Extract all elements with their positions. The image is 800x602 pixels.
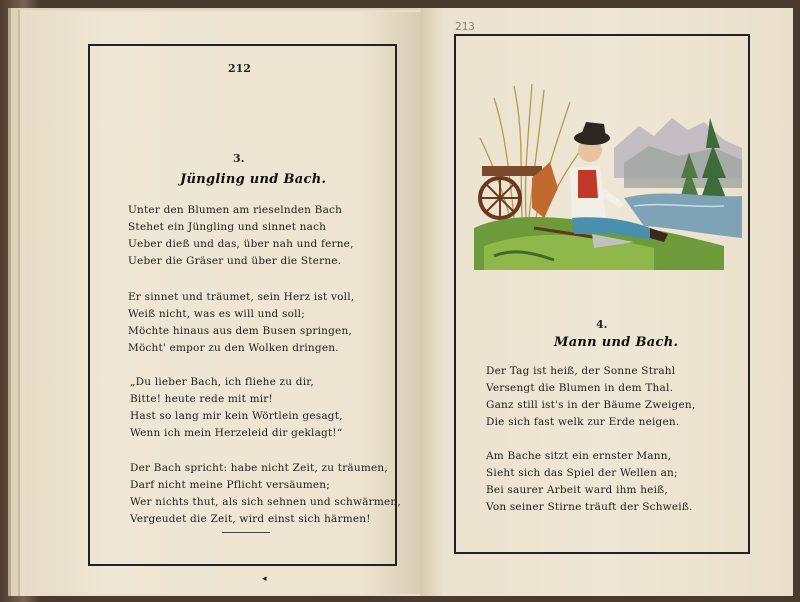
poem-line: Versengt die Blumen in dem Thal. (486, 382, 674, 394)
poem-line: Möchte hinaus aus dem Busen springen, (128, 325, 352, 337)
poem-line: Am Bache sitzt ein ernster Mann, (486, 450, 672, 462)
poem-line: Bitte! heute rede mit mir! (130, 393, 273, 405)
pencil-page-number: 213 (455, 20, 475, 33)
poem-line: Unter den Blumen am rieselnden Bach (128, 204, 343, 216)
end-rule-left (222, 532, 270, 533)
poem-line: Bei saurer Arbeit ward ihm heiß, (486, 484, 668, 496)
poem-line: Wer nichts thut, als sich sehnen und schwärmen, (130, 496, 401, 508)
poem-line: Sieht sich das Spiel der Wellen an; (486, 467, 678, 479)
poem-line: Vergeudet die Zeit, wird einst sich härmen! (130, 513, 371, 525)
poem-line: Ganz still ist's in der Bäume Zweigen, (486, 399, 696, 411)
signature-mark: ◂ (262, 574, 267, 584)
poem-title-left: Jüngling und Bach. (180, 172, 327, 187)
poem-line: Möcht' empor zu den Wolken dringen. (128, 342, 339, 354)
section-number-right: 4. (596, 318, 608, 331)
poem-line: Die sich fast welk zur Erde neigen. (486, 416, 680, 428)
poem-title-right: Mann und Bach. (554, 335, 679, 350)
poem-line: Darf nicht meine Pflicht versäumen; (130, 479, 330, 491)
poem-line: Ueber dieß und das, über nah und ferne, (128, 238, 354, 250)
section-number-left: 3. (233, 152, 245, 165)
poem-line: Er sinnet und träumet, sein Herz ist voll, (128, 291, 355, 303)
poem-line: Von seiner Stirne träuft der Schweiß. (486, 501, 693, 513)
poem-line: Der Bach spricht: habe nicht Zeit, zu träumen, (130, 462, 388, 474)
poem-line: Ueber die Gräser und über die Sterne. (128, 255, 342, 267)
illustration-youth-by-stream (474, 78, 742, 270)
poem-line: Stehet ein Jüngling und sinnet nach (128, 221, 327, 233)
poem-line: „Du lieber Bach, ich fliehe zu dir, (130, 376, 314, 388)
poem-line: Hast so lang mir kein Wörtlein gesagt, (130, 410, 343, 422)
poem-line: Der Tag ist heiß, der Sonne Strahl (486, 365, 676, 377)
poem-line: Weiß nicht, was es will und soll; (128, 308, 305, 320)
poem-line: Wenn ich mein Herzeleid dir geklagt!“ (130, 427, 343, 439)
page-number-left: 212 (228, 62, 251, 75)
